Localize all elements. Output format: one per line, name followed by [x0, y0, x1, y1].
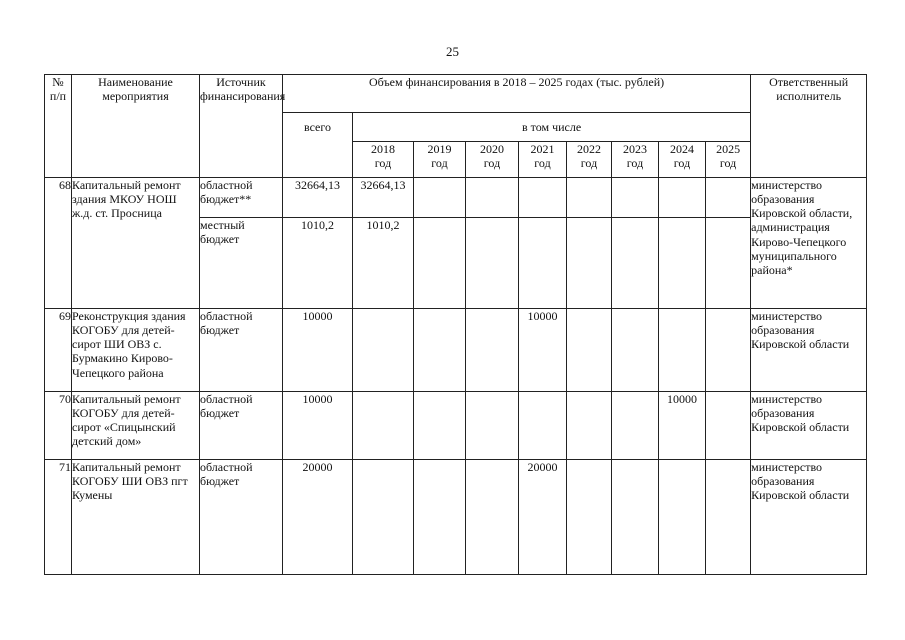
funding-source: областной бюджет** — [200, 178, 283, 218]
year-2024-value — [659, 309, 706, 392]
year-2020-value — [466, 309, 519, 392]
measure-name: Капитальный ремонт КОГОБУ для детей-сирот «Спицынский детский дом» — [72, 392, 200, 460]
header-volume: Объем финансирования в 2018 – 2025 годах (тыс. рублей) — [283, 75, 751, 113]
year-2025-value — [706, 392, 751, 460]
funding-source: областной бюджет — [200, 460, 283, 575]
responsible-executor: министерство образования Кировской области — [751, 309, 867, 392]
table-row — [45, 309, 867, 392]
year-2023-value — [612, 460, 659, 575]
total-value: 10000 — [283, 309, 353, 392]
table-row — [45, 178, 867, 218]
year-2019-value — [414, 178, 466, 218]
header-year-2023: 2023 год — [612, 142, 659, 178]
header-year-2020: 2020 год — [466, 142, 519, 178]
header-number: № п/п — [45, 75, 72, 178]
year-2021-value: 10000 — [519, 309, 567, 392]
table-row — [45, 392, 867, 460]
year-2022-value — [567, 309, 612, 392]
year-2020-value — [466, 218, 519, 309]
header-source: Источник финансирования — [200, 75, 283, 178]
header-year-2022: 2022 год — [567, 142, 612, 178]
year-2018-value — [353, 460, 414, 575]
year-2022-value — [567, 178, 612, 218]
responsible-executor: министерство образования Кировской области — [751, 392, 867, 460]
year-2023-value — [612, 309, 659, 392]
financing-table — [44, 74, 867, 575]
row-number: 68 — [45, 178, 72, 309]
year-2025-value — [706, 460, 751, 575]
year-2024-value — [659, 178, 706, 218]
year-2020-value — [466, 178, 519, 218]
header-total: всего — [283, 113, 353, 178]
header-year-2025: 2025 год — [706, 142, 751, 178]
responsible-executor: министерство образования Кировской области — [751, 460, 867, 575]
responsible-executor: министерство образования Кировской области, администрация Кирово-Чепецкого муниципального района* — [751, 178, 867, 309]
funding-source: областной бюджет — [200, 309, 283, 392]
header-including: в том числе — [353, 113, 751, 142]
row-number: 69 — [45, 309, 72, 392]
year-2023-value — [612, 218, 659, 309]
funding-source: местный бюджет — [200, 218, 283, 309]
year-2018-value — [353, 392, 414, 460]
year-2022-value — [567, 218, 612, 309]
row-number: 70 — [45, 392, 72, 460]
total-value: 32664,13 — [283, 178, 353, 218]
year-2022-value — [567, 460, 612, 575]
year-2025-value — [706, 309, 751, 392]
measure-name: Капитальный ремонт здания МКОУ НОШ ж.д. ст. Просница — [72, 178, 200, 309]
year-2024-value — [659, 218, 706, 309]
year-2020-value — [466, 392, 519, 460]
header-year-2019: 2019 год — [414, 142, 466, 178]
year-2021-value: 20000 — [519, 460, 567, 575]
year-2022-value — [567, 392, 612, 460]
total-value: 20000 — [283, 460, 353, 575]
header-year-2018: 2018 год — [353, 142, 414, 178]
header-name: Наименование мероприятия — [72, 75, 200, 178]
year-2019-value — [414, 392, 466, 460]
year-2019-value — [414, 309, 466, 392]
total-value: 10000 — [283, 392, 353, 460]
year-2018-value — [353, 309, 414, 392]
year-2019-value — [414, 460, 466, 575]
header-year-2024: 2024 год — [659, 142, 706, 178]
table-row — [45, 460, 867, 575]
year-2025-value — [706, 178, 751, 218]
year-2021-value — [519, 178, 567, 218]
year-2019-value — [414, 218, 466, 309]
funding-source: областной бюджет — [200, 392, 283, 460]
page-number: 25 — [446, 44, 459, 59]
year-2024-value: 10000 — [659, 392, 706, 460]
year-2021-value — [519, 218, 567, 309]
year-2018-value: 1010,2 — [353, 218, 414, 309]
year-2023-value — [612, 392, 659, 460]
year-2020-value — [466, 460, 519, 575]
row-number: 71 — [45, 460, 72, 575]
header-year-2021: 2021 год — [519, 142, 567, 178]
header-responsible: Ответственный исполнитель — [751, 75, 867, 178]
year-2025-value — [706, 218, 751, 309]
year-2018-value: 32664,13 — [353, 178, 414, 218]
year-2023-value — [612, 178, 659, 218]
measure-name: Реконструкция здания КОГОБУ для детей-сирот ШИ ОВЗ с. Бурмакино Кирово-Чепецкого района — [72, 309, 200, 392]
total-value: 1010,2 — [283, 218, 353, 309]
measure-name: Капитальный ремонт КОГОБУ ШИ ОВЗ пгт Кумены — [72, 460, 200, 575]
year-2021-value — [519, 392, 567, 460]
year-2024-value — [659, 460, 706, 575]
